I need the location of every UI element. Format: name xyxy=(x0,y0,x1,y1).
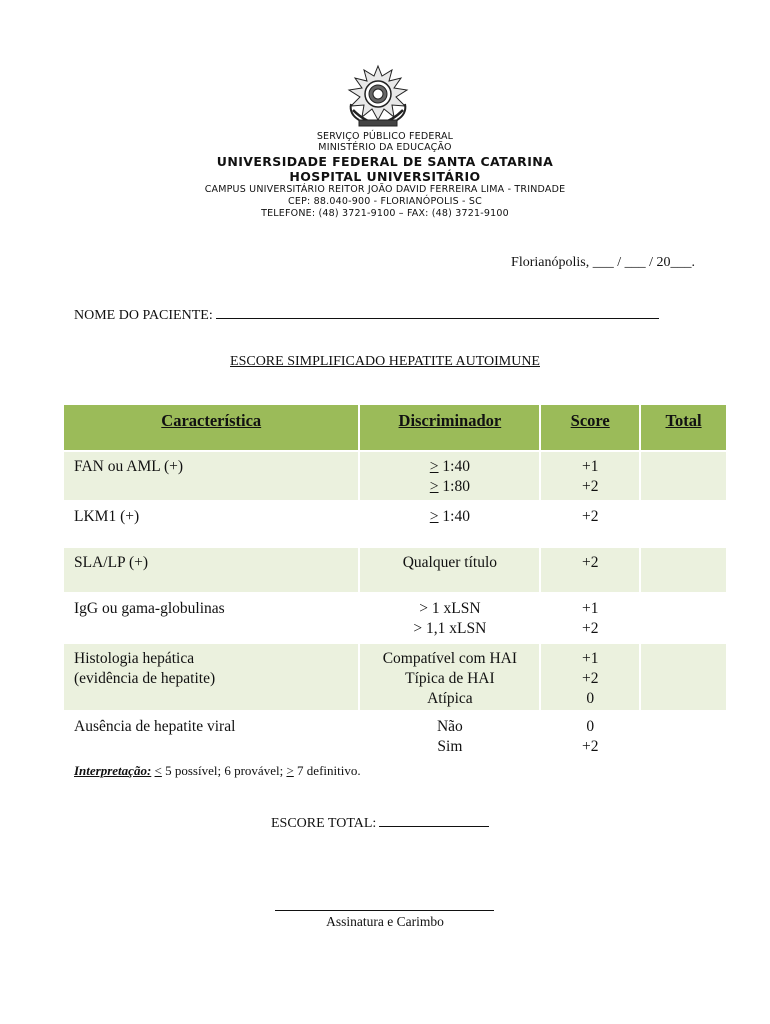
signature-label-text: Assinatura e Carimbo xyxy=(326,914,444,929)
signature-line[interactable] xyxy=(275,910,494,911)
cell-total[interactable] xyxy=(640,547,727,593)
date-line: Florianópolis, ___ / ___ / 20___. xyxy=(511,255,695,270)
score-value: +2 xyxy=(581,508,599,525)
cell-characteristic xyxy=(64,501,359,547)
characteristic-text: LKM1 (+) xyxy=(74,508,140,525)
cell-characteristic xyxy=(64,451,359,501)
coat-of-arms-seal xyxy=(345,64,411,128)
interpretation-note xyxy=(74,763,361,779)
header-university: UNIVERSIDADE FEDERAL DE SANTA CATARINA xyxy=(216,154,554,169)
table-row xyxy=(64,451,727,501)
interpretation-label: Interpretação: xyxy=(74,763,152,778)
total-score-label: ESCORE TOTAL: xyxy=(271,816,377,831)
cell-total[interactable] xyxy=(640,711,727,759)
characteristic-text: FAN ou AML (+) xyxy=(74,458,184,475)
score-value: 0 xyxy=(586,718,595,735)
cell-total[interactable] xyxy=(640,451,727,501)
cell-discriminator xyxy=(359,547,540,593)
table-header-row xyxy=(64,405,727,451)
interpretation-text-2: 7 definitivo. xyxy=(293,763,361,778)
cell-score xyxy=(540,451,640,501)
header-phone: TELEFONE: (48) 3721-9100 – FAX: (48) 3721-9100 xyxy=(261,208,509,219)
score-value: +2 xyxy=(581,620,599,637)
characteristic-text: Histologia hepática xyxy=(74,650,195,667)
table-row xyxy=(64,711,727,759)
score-table xyxy=(64,405,728,760)
header-campus: CAMPUS UNIVERSITÁRIO REITOR JOÃO DAVID FERREIRA LIMA - TRINDADE xyxy=(204,184,566,195)
score-value: +1 xyxy=(581,650,599,667)
table-row xyxy=(64,593,727,643)
score-value: +2 xyxy=(581,478,599,495)
score-title: ESCORE SIMPLIFICADO HEPATITE AUTOIMUNE xyxy=(230,354,540,369)
gte-symbol: > xyxy=(286,763,294,778)
characteristic-text: SLA/LP (+) xyxy=(74,554,149,571)
header-cep: CEP: 88.040-900 - FLORIANÓPOLIS - SC xyxy=(288,196,482,207)
gte-symbol: > xyxy=(429,508,439,525)
cell-discriminator xyxy=(359,593,540,643)
cell-total[interactable] xyxy=(640,593,727,643)
cell-characteristic xyxy=(64,711,359,759)
cell-score xyxy=(540,593,640,643)
table-row xyxy=(64,643,727,711)
characteristic-text: IgG ou gama-globulinas xyxy=(74,600,225,617)
cell-characteristic xyxy=(64,593,359,643)
gte-symbol: > xyxy=(429,478,439,495)
cell-discriminator xyxy=(359,451,540,501)
discriminator-text: > 1,1 xLSN xyxy=(413,620,487,637)
discriminator-text: Sim xyxy=(437,738,463,755)
cell-characteristic xyxy=(64,547,359,593)
patient-name-blank[interactable] xyxy=(216,305,659,319)
cell-total[interactable] xyxy=(640,501,727,547)
score-value: +2 xyxy=(581,554,599,571)
discriminator-text: Qualquer título xyxy=(402,554,498,571)
signature-label xyxy=(0,914,770,930)
cell-discriminator xyxy=(359,711,540,759)
cell-score xyxy=(540,711,640,759)
discriminator-text: 1:40 xyxy=(438,458,470,475)
characteristic-text: Ausência de hepatite viral xyxy=(74,718,236,735)
score-value: +1 xyxy=(581,458,599,475)
score-value: +2 xyxy=(581,738,599,755)
score-value: +1 xyxy=(581,600,599,617)
discriminator-text: Atípica xyxy=(427,690,473,707)
total-score-blank[interactable] xyxy=(379,813,489,827)
header-ministry-line: MINISTÉRIO DA EDUCAÇÃO xyxy=(318,142,452,153)
patient-name-field[interactable] xyxy=(74,305,659,324)
header-characteristic: Característica xyxy=(64,405,359,451)
discriminator-text: > 1 xLSN xyxy=(419,600,481,617)
cell-discriminator xyxy=(359,643,540,711)
discriminator-text: Típica de HAI xyxy=(405,670,495,687)
header-hospital: HOSPITAL UNIVERSITÁRIO xyxy=(289,169,481,184)
discriminator-text: 1:80 xyxy=(438,478,470,495)
cell-score xyxy=(540,501,640,547)
gte-symbol: > xyxy=(429,458,439,475)
lte-symbol: < xyxy=(154,763,162,778)
header-total: Total xyxy=(640,405,727,451)
cell-total[interactable] xyxy=(640,643,727,711)
header-service-line: SERVIÇO PÚBLICO FEDERAL xyxy=(316,131,454,142)
cell-characteristic xyxy=(64,643,359,711)
patient-name-label: NOME DO PACIENTE: xyxy=(74,308,213,323)
discriminator-text: Compatível com HAI xyxy=(382,650,518,667)
cell-score xyxy=(540,643,640,711)
cell-score xyxy=(540,547,640,593)
header-score: Score xyxy=(540,405,640,451)
table-row xyxy=(64,547,727,593)
header-discriminator: Discriminador xyxy=(359,405,540,451)
discriminator-text: Não xyxy=(436,718,463,735)
table-row xyxy=(64,501,727,547)
characteristic-text: (evidência de hepatite) xyxy=(74,670,216,687)
total-score-field[interactable] xyxy=(271,813,489,832)
score-value: 0 xyxy=(586,690,595,707)
interpretation-text-1: 5 possível; 6 provável; xyxy=(161,763,287,778)
cell-discriminator xyxy=(359,501,540,547)
score-value: +2 xyxy=(581,670,599,687)
discriminator-text: 1:40 xyxy=(438,508,470,525)
